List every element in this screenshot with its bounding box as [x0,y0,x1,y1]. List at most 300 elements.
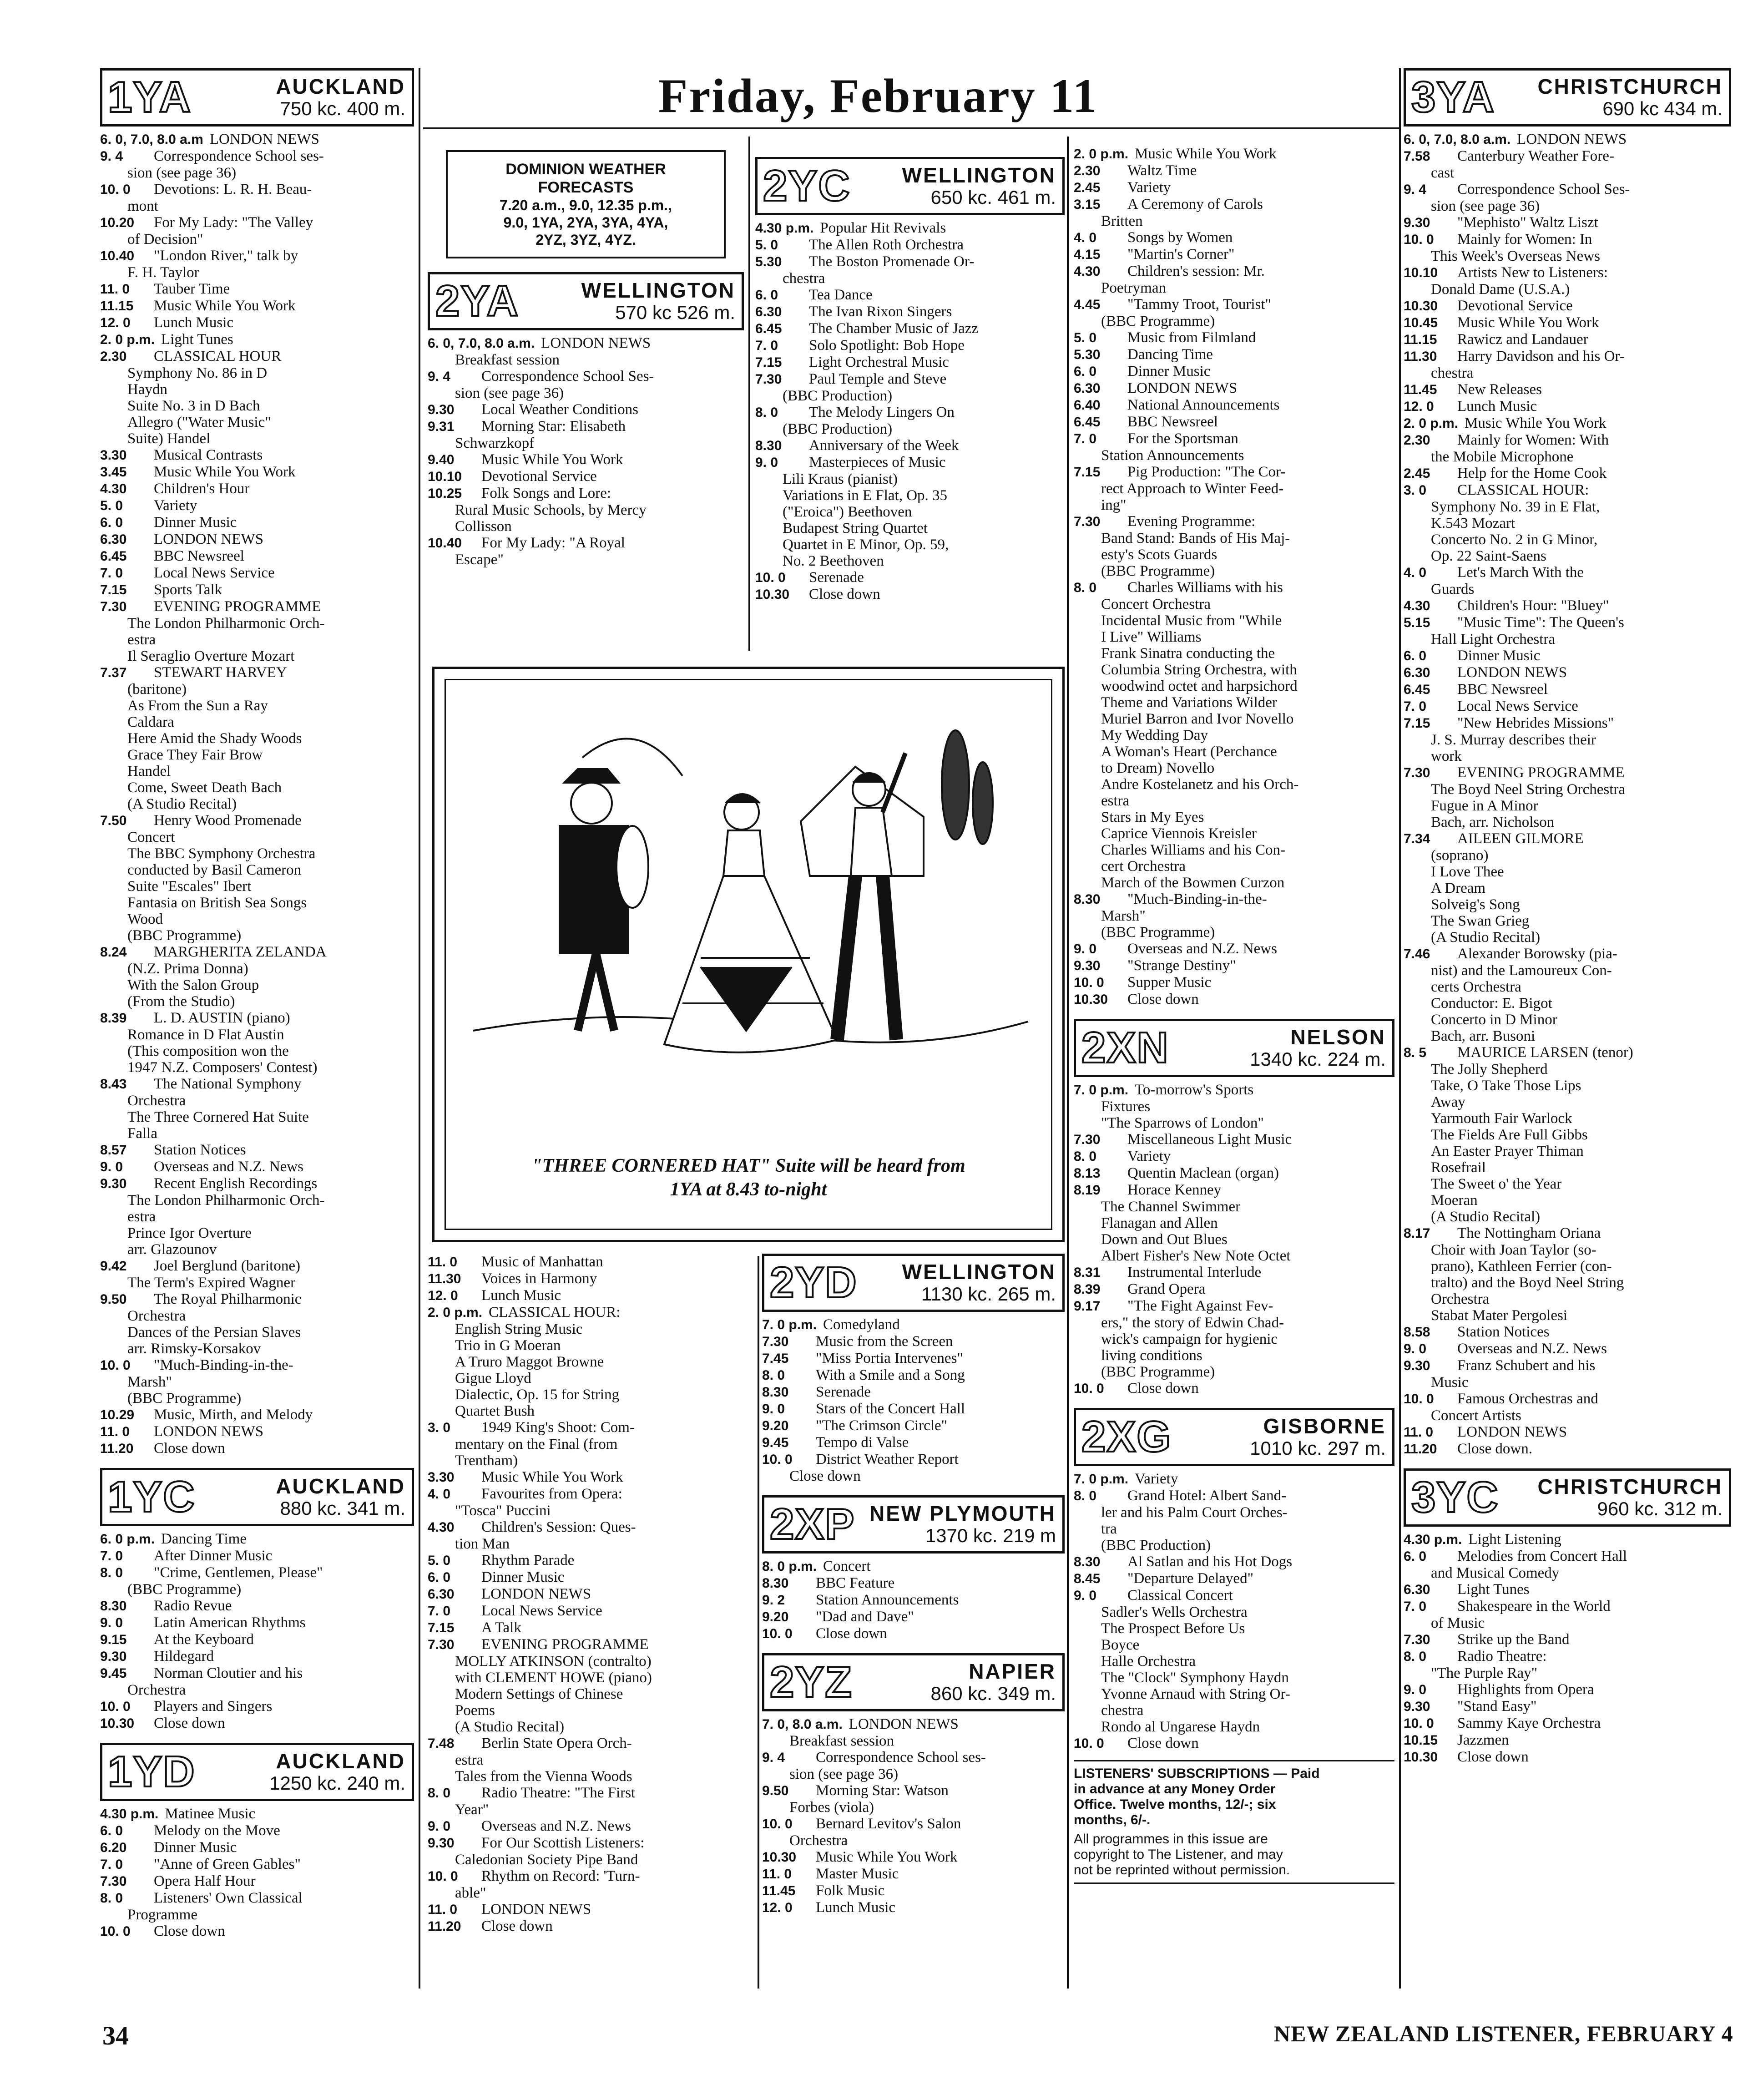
programme-line [100,565,414,582]
programme-time: 7.15 [755,355,782,370]
programme-line [762,1882,1065,1899]
programme-title: J. S. Murray describes their [1431,732,1596,748]
programme-title: Band Stand: Bands of His Maj- [1101,530,1290,547]
programme-line [100,1059,414,1076]
programme-time: 8.24 [100,945,127,960]
programme-line [762,1766,1065,1782]
programme-time: 7. 0, 8.0 a.m. [762,1717,843,1732]
programme-line [1404,1665,1731,1681]
programme-line [1404,698,1731,715]
programme-time: 9.30 [100,1649,127,1664]
programme-title: Escape" [455,552,504,568]
programme-title: Evening Programme: [1127,513,1256,530]
programme-time: 8.39 [1074,1282,1101,1297]
programme-time: 7.48 [428,1736,455,1751]
programme-line [1074,296,1394,313]
programme-line [1404,614,1731,631]
programme-title: I Live" Williams [1101,629,1202,645]
programme-line [100,1581,414,1598]
programme-line [762,1434,1065,1451]
programme-time: 12. 0 [100,315,131,330]
programme-line [1404,764,1731,781]
programme-title: Symphony No. 39 in E Flat, [1431,499,1600,515]
programme-title: estra [127,632,156,648]
programme-line [428,1619,753,1636]
programme-time: 9. 4 [1404,182,1427,197]
programme-line [762,1401,1065,1417]
programme-line [1074,711,1394,727]
programme-title: Radio Revue [154,1598,232,1614]
programme-title: Pig Production: "The Cor- [1127,464,1286,480]
programme-line [100,1275,414,1291]
station-logo-2xn [1074,1019,1394,1077]
programme-line [100,632,414,648]
subscriptions-line: Office. Twelve months, 12/-; six [1074,1797,1276,1812]
programme-title: Modern Settings of Chinese [455,1686,623,1702]
programme-title: My Wedding Day [1101,727,1208,744]
programme-title: Quentin Maclean (organ) [1127,1165,1279,1181]
programme-line [1074,1570,1394,1587]
programme-line [1404,1357,1731,1374]
programme-title: Yarmouth Fair Warlock [1431,1110,1572,1127]
programme-title: Rhythm on Record: 'Turn- [481,1868,640,1884]
programme-time: 11. 0 [428,1902,458,1917]
programme-time: 8.30 [762,1385,789,1400]
column-divider [758,1256,759,1989]
programme-time: 6.45 [1074,415,1101,430]
programme-title: Dinner Music [154,1839,237,1856]
programme-title: Instrumental Interlude [1127,1264,1262,1280]
programme-title: and Musical Comedy [1431,1565,1560,1581]
station-frequency: 1250 kc. 240 m. [269,1772,405,1794]
programme-line [1074,162,1394,179]
programme-title: The London Philharmonic Orch- [127,1192,325,1209]
programme-time: 6.30 [1074,381,1101,396]
programme-title: Hildegard [154,1648,214,1665]
weather-times: 2YZ, 3YZ, 4YZ. [535,232,636,248]
programme-title: (BBC Production) [1101,1537,1211,1553]
programme-time: 9.30 [1404,1699,1430,1714]
programme-title: Close down [481,1918,553,1934]
programme-line [1404,1598,1731,1615]
programme-time: 9. 0 [100,1615,123,1630]
programme-line [1404,148,1731,165]
programme-time: 8. 5 [1404,1045,1427,1060]
programme-title: Miscellaneous Light Music [1127,1131,1292,1148]
programme-time: 11.45 [1404,382,1437,397]
programme-line [428,1403,753,1419]
programme-line [100,1890,414,1907]
programme-line [1074,1331,1394,1347]
programme-line [100,1093,414,1109]
station-call-sign: 2XN [1081,1023,1169,1072]
programme-title: (BBC Programme) [127,927,242,944]
programme-title: Overseas and N.Z. News [1457,1341,1607,1357]
programme-time: 2.30 [1404,433,1430,448]
programme-line [1404,1061,1731,1078]
programme-line [755,371,1065,388]
programme-title: Solveig's Song [1431,896,1520,913]
programme-time: 7.46 [1404,946,1430,961]
station-logo-2ya [428,272,744,330]
programme-time: 6.30 [755,304,782,319]
programme-title: tion Man [455,1536,510,1552]
programme-time: 2.45 [1404,466,1430,481]
programme-line [428,502,744,518]
programme-line [1074,397,1394,414]
programme-time: 8. 0 [1074,1488,1097,1503]
programme-line [428,1419,753,1436]
programme-title: Allegro ("Water Music" [127,414,271,430]
programme-line [1074,1347,1394,1364]
programme-title: The Boston Promenade Or- [809,253,975,270]
programme-line [1074,941,1394,957]
programme-line [100,1142,414,1159]
programme-line [1404,962,1731,979]
programme-title: (BBC Programme) [127,1581,242,1598]
programme-title: Close down [1457,1749,1529,1765]
programme-title: With a Smile and a Song [816,1367,965,1383]
programme-time: 7.15 [428,1620,455,1635]
programme-title: certs Orchestra [1431,979,1521,995]
programme-title: Sports Talk [154,582,222,598]
programme-title: Franz Schubert and his [1457,1357,1596,1374]
programme-line [1074,313,1394,329]
programme-title: Orchestra [789,1832,848,1849]
programme-line [762,1866,1065,1882]
programme-title: Local News Service [481,1603,602,1619]
programme-time: 11.20 [428,1919,461,1934]
programme-line [100,198,414,214]
programme-title: able" [455,1885,486,1901]
programme-line [100,1374,414,1390]
programme-line [1074,363,1394,380]
programme-title: Music While You Work [816,1849,958,1865]
programme-time: 9.17 [1074,1299,1101,1314]
programme-title: A Talk [481,1619,521,1636]
programme-title: Waltz Time [1127,162,1197,179]
programme-title: MOLLY ATKINSON (contralto) [455,1653,652,1670]
programme-line [1404,913,1731,929]
programme-line [100,1648,414,1665]
programme-time: 7.30 [428,1637,455,1652]
programme-time: 6. 0 [755,288,778,303]
programme-line [1404,1258,1731,1275]
programme-line [428,1586,753,1603]
programme-line [1404,1275,1731,1291]
programme-line [1074,579,1394,596]
programme-title: Symphony No. 86 in D [127,365,268,381]
programme-title: The Allen Roth Orchestra [809,237,964,253]
programme-line [100,779,414,796]
programme-title: Budapest String Quartet [783,520,928,536]
station-frequency: 750 kc. 400 m. [280,98,405,119]
programme-line [1404,748,1731,764]
programme-line [428,1354,753,1370]
programme-title: woodwind octet and harpsichord [1101,678,1298,694]
programme-time: 3.30 [100,448,127,463]
programme-line [1404,415,1731,432]
programme-line [100,763,414,779]
programme-time: 6.45 [100,549,127,564]
station-call-sign: 1YD [108,1747,196,1796]
programme-title: Norman Cloutier and his [154,1665,303,1681]
programme-line [1074,464,1394,481]
programme-title: Stabat Mater Pergolesi [1431,1307,1567,1324]
programme-line [1404,1391,1731,1407]
programme-title: Music, Mirth, and Melody [154,1407,313,1423]
programme-line [1404,1209,1731,1225]
programme-line [1404,648,1731,664]
programme-line [100,248,414,264]
programme-line [755,237,1065,253]
programme-line [1074,1131,1394,1148]
programme-title: Music from the Screen [816,1333,953,1350]
station-frequency: 1370 kc. 219 m [925,1525,1056,1546]
programme-line [100,531,414,548]
programme-line [100,1407,414,1423]
programme-title: Close down [816,1625,887,1642]
programme-line [1404,1127,1731,1143]
programme-time: 9.30 [100,1176,127,1191]
programme-line [100,331,414,348]
programme-title: Overseas and N.Z. News [154,1159,303,1175]
programme-time: 3.30 [428,1470,455,1485]
programme-line [100,548,414,565]
programme-line [1074,924,1394,941]
weather-heading: FORECASTS [538,179,634,196]
programme-line [1074,179,1394,196]
programme-line [100,944,414,961]
programme-time: 9. 4 [428,369,451,384]
programme-line [428,1519,753,1536]
programme-time: 11.20 [100,1441,134,1456]
programme-line [1404,499,1731,515]
programme-line [1404,798,1731,814]
programme-title: Concerto in D Minor [1431,1012,1557,1028]
programme-line [1404,1407,1731,1424]
programme-title: "Stand Easy" [1457,1698,1537,1715]
programme-time: 11.15 [1404,332,1437,347]
programme-time: 6. 0 [100,1823,123,1838]
programme-line [100,165,414,181]
programme-line [1404,515,1731,531]
programme-line [100,664,414,681]
programme-line [1074,957,1394,974]
programme-title: Artists New to Listeners: [1457,264,1608,281]
programme-title: sion (see page 36) [1431,198,1540,214]
programme-time: 6. 0 [1404,648,1427,663]
programme-line [428,1752,753,1768]
programme-title: Conductor: E. Bigot [1431,995,1552,1012]
programme-title: Muriel Barron and Ivor Novello [1101,711,1294,727]
subscriptions-line: LISTENERS' SUBSCRIPTIONS — Paid [1074,1766,1320,1781]
programme-title: "Tosca" Puccini [455,1503,551,1519]
programme-line [1074,1380,1394,1397]
programme-title: Variety [1135,1471,1178,1487]
programme-line [762,1782,1065,1799]
programme-title: Wood [127,911,163,927]
programme-title: Close down. [1457,1441,1532,1457]
programme-title: Trentham) [455,1452,518,1469]
programme-line [762,1558,1065,1575]
programme-title: Joel Berglund (baritone) [154,1258,300,1274]
programme-title: No. 2 Beethoven [783,553,884,569]
programme-title: LONDON NEWS [1127,380,1238,396]
programme-line [1074,280,1394,296]
programme-line [428,1885,753,1901]
programme-title: Harry Davidson and his Or- [1457,348,1625,364]
programme-time: 4. 0 [1074,230,1097,245]
programme-time: 9. 0 [762,1402,785,1417]
programme-line [1404,1732,1731,1749]
programme-line [1404,314,1731,331]
programme-title: Tauber Time [154,281,230,297]
programme-title: Collisson [455,518,512,535]
programme-line [428,1254,753,1270]
programme-title: "Music Time": The Queen's [1457,614,1624,631]
programme-line [755,304,1065,320]
programme-time: 7.37 [100,665,127,680]
programme-time: 10.29 [100,1407,135,1422]
programme-line [428,1702,753,1719]
programme-title: LONDON NEWS [154,531,264,547]
programme-line [100,895,414,911]
programme-line [428,451,744,468]
programme-title: Away [1431,1094,1465,1110]
programme-line [1074,694,1394,711]
programme-line [100,1614,414,1631]
programme-list-2xg [1074,1471,1394,1752]
programme-title: The Three Cornered Hat Suite [127,1109,309,1125]
programme-time: 6. 0, 7.0, 8.0 a.m. [1404,132,1511,147]
programme-time: 5.30 [1074,347,1101,362]
programme-title: Devotional Service [1457,298,1573,314]
programme-line [1404,1441,1731,1457]
programme-line [755,354,1065,371]
programme-line [1074,1653,1394,1670]
programme-title: (A Studio Recital) [455,1719,565,1735]
programme-title: mentary on the Final (from [455,1436,618,1452]
programme-time: 9. 0 [1404,1341,1427,1356]
programme-time: 8. 0 [100,1565,123,1580]
programme-line [762,1716,1065,1733]
programme-line [100,1423,414,1440]
programme-title: Music While You Work [481,1469,623,1485]
programme-title: Yvonne Arnaud with String Or- [1101,1686,1290,1702]
programme-line [100,1209,414,1225]
programme-title: Horace Kenney [1127,1182,1222,1198]
programme-line [100,730,414,747]
programme-line [428,1636,753,1653]
programme-title: arr. Rimsky-Korsakov [127,1341,261,1357]
station-call-sign: 1YC [108,1473,196,1521]
programme-title: arr. Glazounov [127,1241,217,1258]
programme-title: Breakfast session [789,1733,894,1749]
programme-time: 3. 0 [428,1420,451,1435]
programme-title: Hall Light Orchestra [1431,631,1556,648]
programme-title: "Miss Portia Intervenes" [816,1350,963,1366]
programme-title: Tempo di Valse [816,1434,909,1451]
programme-time: 8.30 [755,438,782,453]
programme-time: 9.45 [100,1666,127,1681]
programme-time: 8.30 [1074,1554,1101,1569]
programme-time: 7. 0 [100,1548,123,1564]
programme-time: 7.30 [100,599,127,614]
programme-title: (N.Z. Prima Donna) [127,961,248,977]
subscriptions-line: copyright to The Listener, and may [1074,1847,1283,1862]
programme-line [1074,1231,1394,1248]
programme-title: Local Weather Conditions [481,401,638,418]
programme-title: conducted by Basil Cameron [127,862,302,878]
programme-line [1404,1749,1731,1766]
column-2-bottom [428,1254,753,1935]
programme-title: Recent English Recordings [154,1175,318,1192]
programme-line [100,464,414,481]
programme-title: Dialectic, Op. 15 for String [455,1387,620,1403]
programme-line [1404,1681,1731,1698]
programme-line [1404,365,1731,381]
programme-title: living conditions [1101,1347,1202,1364]
programme-title: Music from Filmland [1127,329,1256,346]
programme-line [1404,298,1731,314]
programme-title: The Sweet o' the Year [1431,1176,1562,1192]
programme-title: Music While You Work [481,451,623,468]
programme-title: Strike up the Band [1457,1631,1570,1648]
programme-line [428,1735,753,1752]
programme-title: Prince Igor Overture [127,1225,252,1241]
programme-list-2yd [762,1316,1065,1484]
programme-line [1404,631,1731,648]
programme-title: Light Tunes [1457,1581,1530,1598]
programme-title: (BBC Production) [783,388,893,404]
programme-time: 9. 0 [755,455,778,470]
programme-time: 7. 0 [100,566,123,581]
programme-title: LONDON NEWS [849,1716,959,1732]
station-frequency: 860 kc. 349 m. [930,1683,1056,1704]
programme-line [100,348,414,365]
programme-line [100,648,414,664]
programme-title: Lunch Music [1457,398,1537,415]
programme-title: LONDON NEWS [154,1423,264,1440]
programme-title: The Boyd Neel String Orchestra [1431,781,1626,798]
programme-time: 10. 0 [1404,232,1434,247]
programme-title: "Much-Binding-in-the- [1127,891,1267,907]
programme-title: Melodies from Concert Hall [1457,1548,1627,1564]
programme-title: Solo Spotlight: Bob Hope [809,337,965,354]
programme-line [1074,563,1394,579]
illustration-caption [460,1154,1037,1201]
station-frequency: 570 kc 526 m. [615,302,735,323]
programme-line [1404,1110,1731,1127]
programme-title: Rhythm Parade [481,1552,575,1569]
programme-title: Music While You Work [154,464,296,480]
programme-line [100,1225,414,1241]
programme-line [1074,1471,1394,1488]
programme-line [1404,896,1731,913]
programme-title: Help for the Home Cook [1457,465,1607,481]
programme-line [100,1873,414,1890]
programme-title: Rawicz and Landauer [1457,331,1588,348]
programme-title: To-morrow's Sports [1135,1082,1254,1098]
programme-line [100,1698,414,1715]
programme-title: "Dad and Dave" [816,1609,914,1625]
programme-line [100,181,414,198]
programme-title: Players and Singers [154,1698,273,1715]
station-call-sign: 2YZ [770,1658,853,1706]
programme-line [1074,1082,1394,1098]
programme-line [100,993,414,1010]
